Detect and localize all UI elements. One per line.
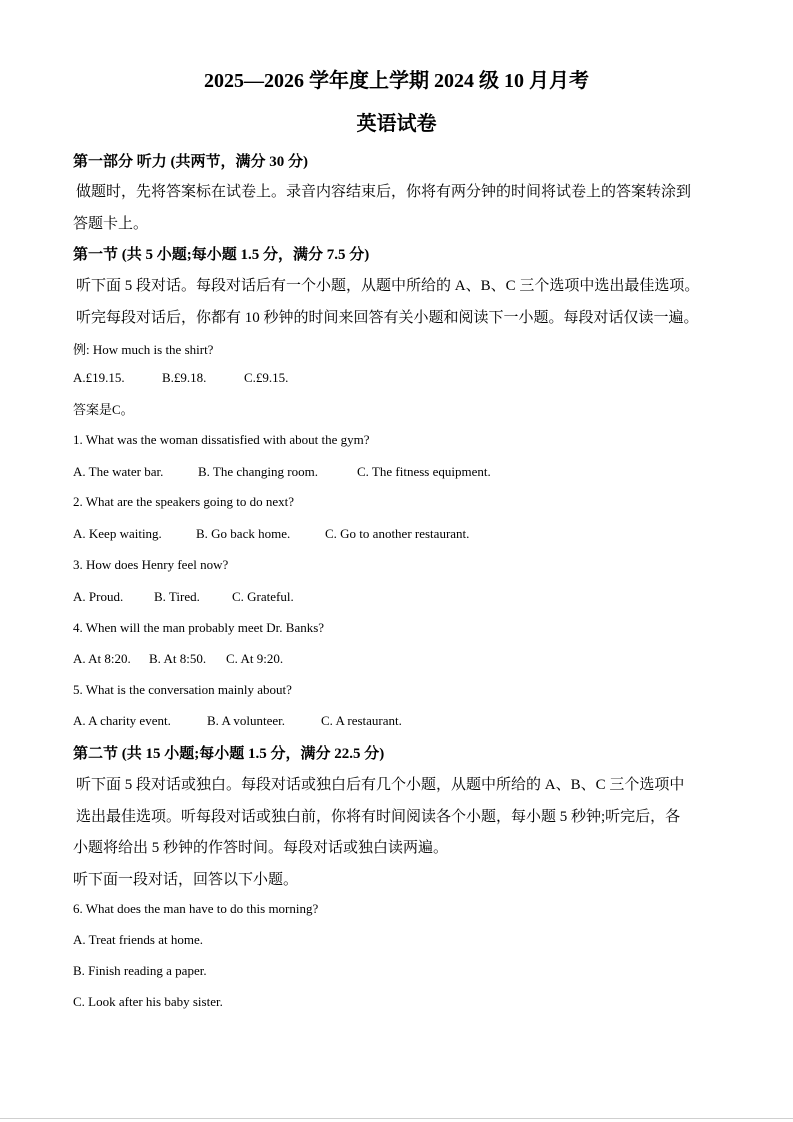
- example-options: [73, 370, 288, 386]
- question-4-options: [73, 651, 283, 667]
- part1-heading: 第一部分 听力 (共两节，满分 30 分): [73, 154, 308, 170]
- q3-option-a: A. Proud.: [73, 589, 124, 604]
- example-option-a: A.£19.15.: [73, 370, 125, 385]
- part1-instruction-line2: 答题卡上。: [73, 216, 149, 232]
- q3-option-c: C. Grateful.: [232, 589, 294, 604]
- q6-option-b: B. Finish reading a paper.: [73, 963, 207, 978]
- question-2: 2. What are the speakers going to do next?: [73, 494, 295, 509]
- q6-option-a: A. Treat friends at home.: [73, 932, 203, 947]
- question-3-options: [73, 589, 294, 605]
- section2-lead: 听下面一段对话，回答以下小题。: [73, 872, 299, 888]
- q1-option-c: C. The fitness equipment.: [357, 464, 491, 479]
- q1-option-b: B. The changing room.: [198, 464, 318, 479]
- section2-instruction-line1: 听下面 5 段对话或独白。每段对话或独白后有几个小题，从题中所给的 A、B、C 三个选项中: [76, 777, 685, 793]
- example-answer: 答案是C。: [73, 402, 134, 417]
- q2-option-b: B. Go back home.: [196, 526, 291, 541]
- section2-instruction-line3: 小题将给出 5 秒钟的作答时间。每段对话或独白读两遍。: [73, 840, 449, 856]
- section2-heading: 第二节 (共 15 小题;每小题 1.5 分，满分 22.5 分): [73, 746, 385, 762]
- exam-subtitle: 英语试卷: [356, 113, 437, 135]
- q4-option-a: A. At 8:20.: [73, 651, 131, 666]
- page-bottom-rule: [0, 1118, 793, 1119]
- section1-instruction-line2: 听完每段对话后，你都有 10 秒钟的时间来回答有关小题和阅读下一小题。每段对话仅读一遍。: [76, 310, 699, 326]
- example-question: 例: How much is the shirt?: [73, 342, 214, 357]
- question-2-options: [73, 526, 469, 542]
- exam-title: 2025—2026 学年度上学期 2024 级 10 月月考: [204, 70, 589, 92]
- section2-instruction-line2: 选出最佳选项。听每段对话或独白前，你将有时间阅读各个小题，每小题 5 秒钟;听完后，各: [76, 809, 681, 825]
- question-5: 5. What is the conversation mainly about?: [73, 682, 292, 697]
- question-6: 6. What does the man have to do this morning?: [73, 901, 319, 916]
- example-option-b: B.£9.18.: [162, 370, 207, 385]
- q2-option-a: A. Keep waiting.: [73, 526, 162, 541]
- q6-option-c: C. Look after his baby sister.: [73, 994, 223, 1009]
- question-3: 3. How does Henry feel now?: [73, 557, 229, 572]
- question-1-options: [73, 464, 491, 480]
- section1-heading: 第一节 (共 5 小题;每小题 1.5 分，满分 7.5 分): [73, 247, 370, 263]
- question-1: 1. What was the woman dissatisfied with about the gym?: [73, 432, 370, 447]
- section1-instruction-line1: 听下面 5 段对话。每段对话后有一个小题，从题中所给的 A、B、C 三个选项中选出最佳选项。: [76, 278, 700, 294]
- q2-option-c: C. Go to another restaurant.: [325, 526, 470, 541]
- q5-option-c: C. A restaurant.: [321, 713, 402, 728]
- q5-option-b: B. A volunteer.: [207, 713, 285, 728]
- q1-option-a: A. The water bar.: [73, 464, 164, 479]
- q5-option-a: A. A charity event.: [73, 713, 171, 728]
- q4-option-c: C. At 9:20.: [226, 651, 284, 666]
- example-option-c: C.£9.15.: [244, 370, 289, 385]
- q4-option-b: B. At 8:50.: [149, 651, 207, 666]
- q3-option-b: B. Tired.: [154, 589, 200, 604]
- question-5-options: [73, 713, 402, 729]
- part1-instruction-line1: 做题时，先将答案标在试卷上。录音内容结束后，你将有两分钟的时间将试卷上的答案转涂到: [76, 184, 692, 200]
- question-4: 4. When will the man probably meet Dr. Banks?: [73, 620, 325, 635]
